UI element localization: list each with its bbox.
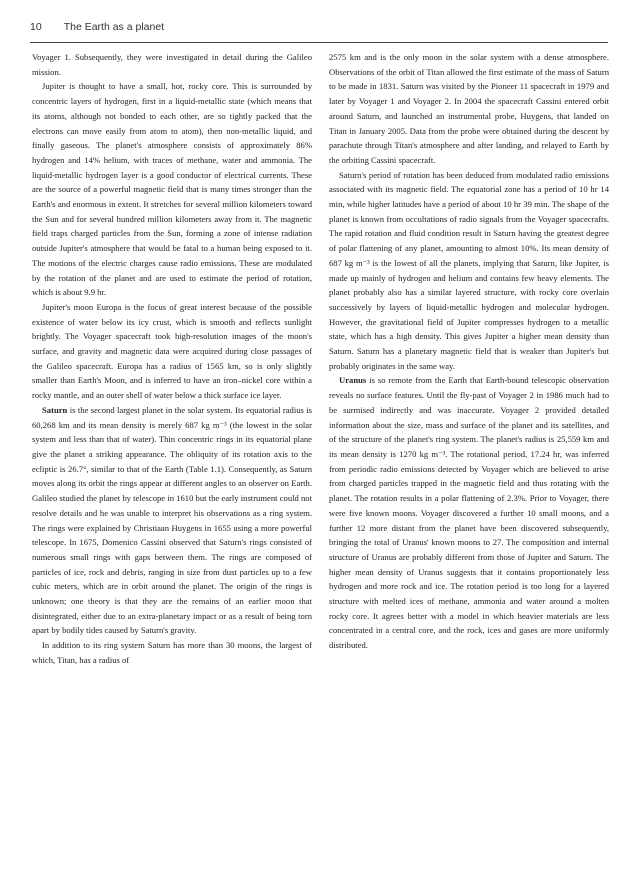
paragraph bbox=[329, 373, 609, 652]
paragraph bbox=[32, 403, 312, 638]
header-rule bbox=[30, 42, 608, 43]
paragraph bbox=[329, 50, 609, 168]
paragraph bbox=[32, 79, 312, 300]
right-column bbox=[329, 50, 609, 653]
left-column bbox=[32, 50, 312, 668]
paragraph bbox=[32, 638, 312, 667]
paragraph bbox=[32, 300, 312, 403]
text-run: 2575 km and is the only moon in the solar system with a dense atmosphere. Observations of the orbit of Titan allowed the first estimate of the mass of Saturn to be made in 1831. Saturn was visited by the Pioneer 11 spacecraft in 1979 and later by Voyager 1 and Voyager 2. In 2004 the spacecraft Cassini entered orbit around Saturn, and launched an instrumental probe, Huygens, that landed on Titan in January 2005. Data from the probe were obtained during the descent by parachute through Titan's atmosphere and after landing, and relayed to Earth by the orbiting Cassini spacecraft. bbox=[329, 52, 609, 165]
bold-term: Uranus bbox=[339, 375, 367, 386]
page-header bbox=[30, 12, 608, 42]
text-run: In addition to its ring system Saturn has more than 30 moons, the largest of which, Titan, has a radius of bbox=[32, 640, 312, 665]
paragraph bbox=[32, 50, 312, 79]
page-number: 10 bbox=[30, 21, 42, 33]
text-run: Saturn's period of rotation has been deduced from modulated radio emissions associated with its magnetic field. The equatorial zone has a period of 10 hr 14 min, while higher latitudes have a period of about 10 hr 39 min. The shape of the planet is known from occultations of radio signals from the Voyager spacecrafts. The rapid rotation and fluid condition result in Saturn having the greatest degree of polar flattening of any planet, amounting to almost 10%. Its mean density of 687 kg m⁻³ is the lowest of all the planets, implying that Saturn, like Jupiter, is made up mainly of hydrogen and helium and contains few heavy elements. The planet probably also has a similar layered structure, with rocky core overlain successively by layers of liquid-metallic hydrogen and molecular hydrogen. However, the gravitational field of Jupiter compresses hydrogen to a metallic state, which has a high density. This gives Jupiter a higher mean density than Saturn. Saturn has a planetary magnetic field that is weaker than Jupiter's but probably originates in the same way. bbox=[329, 169, 609, 371]
bold-term: Saturn bbox=[42, 404, 68, 415]
paragraph bbox=[329, 168, 609, 374]
text-run: Jupiter's moon Europa is the focus of great interest because of the possible existence of water below its icy crust, which is smooth and reflects sunlight brightly. The Voyager spacecraft took high-resolution images of the moon's surface, and gravity and magnetic data were acquired during close passages of the Galileo spacecraft. Europa has a radius of 1565 km, so is only slightly smaller than Earth's Moon, and is inferred to have an iron–nickel core within a rocky mantle, and an outer shell of water below a thick surface ice layer. bbox=[32, 301, 312, 401]
text-run: is the second largest planet in the solar system. Its equatorial radius is 60,268 km and its mean density is merely 687 kg m⁻³ (the lowest in the solar system and less than that of water). Thin concentric rings in its equatorial plane give the planet a striking appearance. The obliquity of its rotation axis to the ecliptic is 26.7°, similar to that of the Earth (Table 1.1). Consequently, as Saturn moves along its orbit the rings appear at different angles to an observer on Earth. Galileo studied the planet by telescope in 1610 but the early instrument could not resolve details and he was unable to interpret his observations as a ring system. The rings were explained by Christiaan Huygens in 1655 using a more powerful telescope. In 1675, Domenico Cassini observed that Saturn's rings consisted of numerous small rings with gaps between them. The rings are composed of particles of ice, rock and debris, ranging in size from dust particles up to a few cubic meters, which are in orbit around the planet. The origin of the rings is unknown; one theory is that they are the remains of an earlier moon that disintegrated, either due to an extra-planetary impact or as a result of being torn apart by bodily tides caused by Saturn's gravity. bbox=[32, 404, 312, 636]
text-run: Voyager 1. Subsequently, they were investigated in detail during the Galileo mission. bbox=[32, 52, 312, 77]
text-run: Jupiter is thought to have a small, hot, rocky core. This is surrounded by concentric layers of hydrogen, first in a liquid-metallic state (which means that its atoms, although not bonded to each other, are so tightly packed that the electrons can move easily from atom to atom), then non-metallic liquid, and finally gaseous. The planet's atmosphere consists of approximately 86% hydrogen and 14% helium, with traces of methane, water and ammonia. The liquid-metallic hydrogen layer is a good conductor of electrical currents. These are the source of a powerful magnetic field that is many times stronger than the Earth's and enormous in extent. It stretches for several million kilometers toward the Sun and for several hundred million kilometers away from it. The magnetic field traps charged particles from the Sun, forming a zone of intense radiation outside Jupiter's atmosphere that would be fatal to a human being exposed to it. The motions of the electric charges cause radio emissions. These are modulated by the rotation of the planet and are used to estimate the period of rotation, which is about 9.9 hr. bbox=[32, 81, 312, 298]
running-head: The Earth as a planet bbox=[63, 21, 165, 33]
text-run: is so remote from the Earth that Earth-bound telescopic observation reveals no surface features. Until the fly-past of Voyager 2 in 1986 much had to be surmised indirectly and was inaccurate. Voyager 2 provided detailed information about the size, mass and surface of the planet and its satellites, and of the structure of the planet's ring system. The planet's radius is 25,559 km and its mean density is 1270 kg m⁻³. The rotational period, 17.24 hr, was inferred from periodic radio emissions detected by Voyager which are believed to arise from charged particles trapped in the magnetic field and thus rotating with the planet. The rotation results in a polar flattening of 2.3%. Prior to Voyager, there were five known moons. Voyager discovered a further 10 small moons, and a further 12 more distant from the planet have been discovered subsequently, bringing the total of Uranus' known moons to 27. The composition and internal structure of Uranus are probably different from those of Jupiter and Saturn. The higher mean density of Uranus suggests that it contains proportionately less hydrogen and more rock and ice. The rotation period is too long for a layered structure with melted ices of methane, ammonia and water around a molten rocky core. It agrees better with a model in which heavier materials are less concentrated in a central core, and the rock, ices and gases are more uniformly distributed. bbox=[329, 375, 609, 651]
